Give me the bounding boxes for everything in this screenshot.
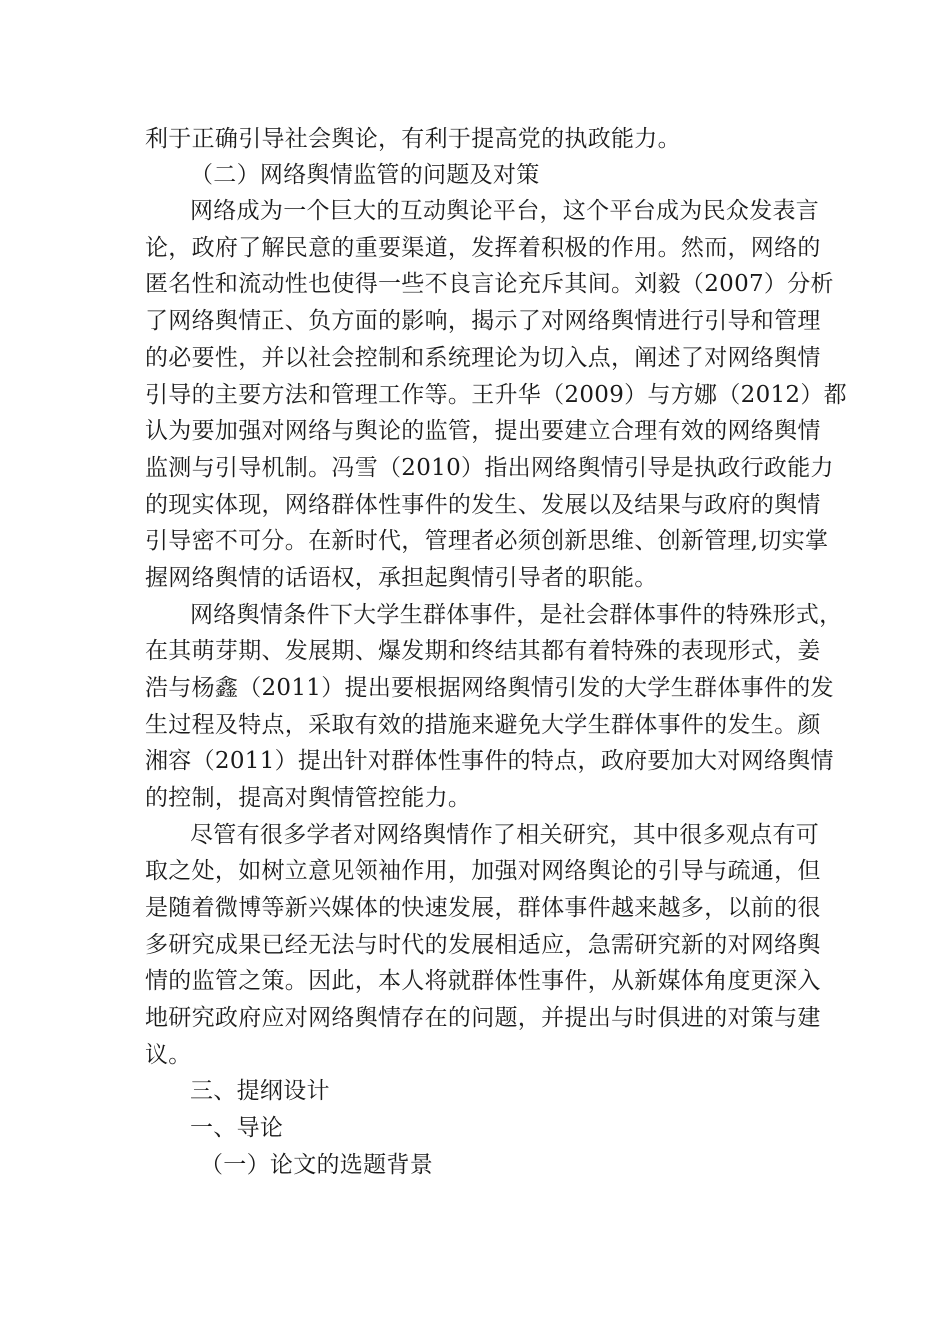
paragraph-line: 情的监管之策。因此，本人将就群体性事件，从新媒体角度更深入 [145, 968, 821, 994]
paragraph-line: 湘容（2011）提出针对群体性事件的特点，政府要加大对网络舆情 [145, 748, 834, 774]
paragraph-line: 利于正确引导社会舆论，有利于提高党的执政能力。 [145, 126, 681, 152]
paragraph-line: 引导密不可分。在新时代，管理者必须创新思维、创新管理,切实掌 [145, 528, 829, 554]
paragraph-line: 认为要加强对网络与舆论的监管，提出要建立合理有效的网络舆情 [145, 418, 821, 444]
section-heading: 一、导论 [190, 1115, 284, 1141]
paragraph-line: 网络成为一个巨大的互动舆论平台，这个平台成为民众发表言 [190, 198, 820, 224]
paragraph-line: 多研究成果已经无法与时代的发展相适应，急需研究新的对网络舆 [145, 932, 821, 958]
paragraph-line: 尽管有很多学者对网络舆情作了相关研究，其中很多观点有可 [190, 822, 820, 848]
paragraph-line: 引导的主要方法和管理工作等。王升华（2009）与方娜（2012）都 [145, 382, 847, 408]
paragraph-line: 握网络舆情的话语权，承担起舆情引导者的职能。 [145, 565, 658, 591]
paragraph-line: 地研究政府应对网络舆情存在的问题，并提出与时俱进的对策与建 [145, 1005, 821, 1031]
paragraph-line: 生过程及特点，采取有效的措施来避免大学生群体事件的发生。颜 [145, 712, 821, 738]
paragraph-line: 的现实体现，网络群体性事件的发生、发展以及结果与政府的舆情 [145, 492, 821, 518]
paragraph-line: 匿名性和流动性也使得一些不良言论充斥其间。刘毅（2007）分析 [145, 271, 834, 297]
paragraph-line: 浩与杨鑫（2011）提出要根据网络舆情引发的大学生群体事件的发 [145, 675, 834, 701]
section-heading: 三、提纲设计 [190, 1078, 330, 1104]
paragraph-line: 论，政府了解民意的重要渠道，发挥着积极的作用。然而，网络的 [145, 235, 821, 261]
paragraph-line: 的必要性，并以社会控制和系统理论为切入点，阐述了对网络舆情 [145, 345, 821, 371]
paragraph-line: 议。 [145, 1042, 192, 1068]
paragraph-line: 在其萌芽期、发展期、爆发期和终结其都有着特殊的表现形式，姜 [145, 638, 821, 664]
section-heading: （一）论文的选题背景 [200, 1152, 433, 1178]
paragraph-line: 监测与引导机制。冯雪（2010）指出网络舆情引导是执政行政能力 [145, 455, 834, 481]
paragraph-line: 网络舆情条件下大学生群体事件，是社会群体事件的特殊形式， [190, 602, 843, 628]
paragraph-line: 的控制，提高对舆情管控能力。 [145, 785, 472, 811]
paragraph-line: 了网络舆情正、负方面的影响，揭示了对网络舆情进行引导和管理 [145, 308, 821, 334]
section-heading: （二）网络舆情监管的问题及对策 [190, 162, 540, 188]
paragraph-line: 取之处，如树立意见领袖作用，加强对网络舆论的引导与疏通，但 [145, 858, 821, 884]
paragraph-line: 是随着微博等新兴媒体的快速发展，群体事件越来越多，以前的很 [145, 895, 821, 921]
